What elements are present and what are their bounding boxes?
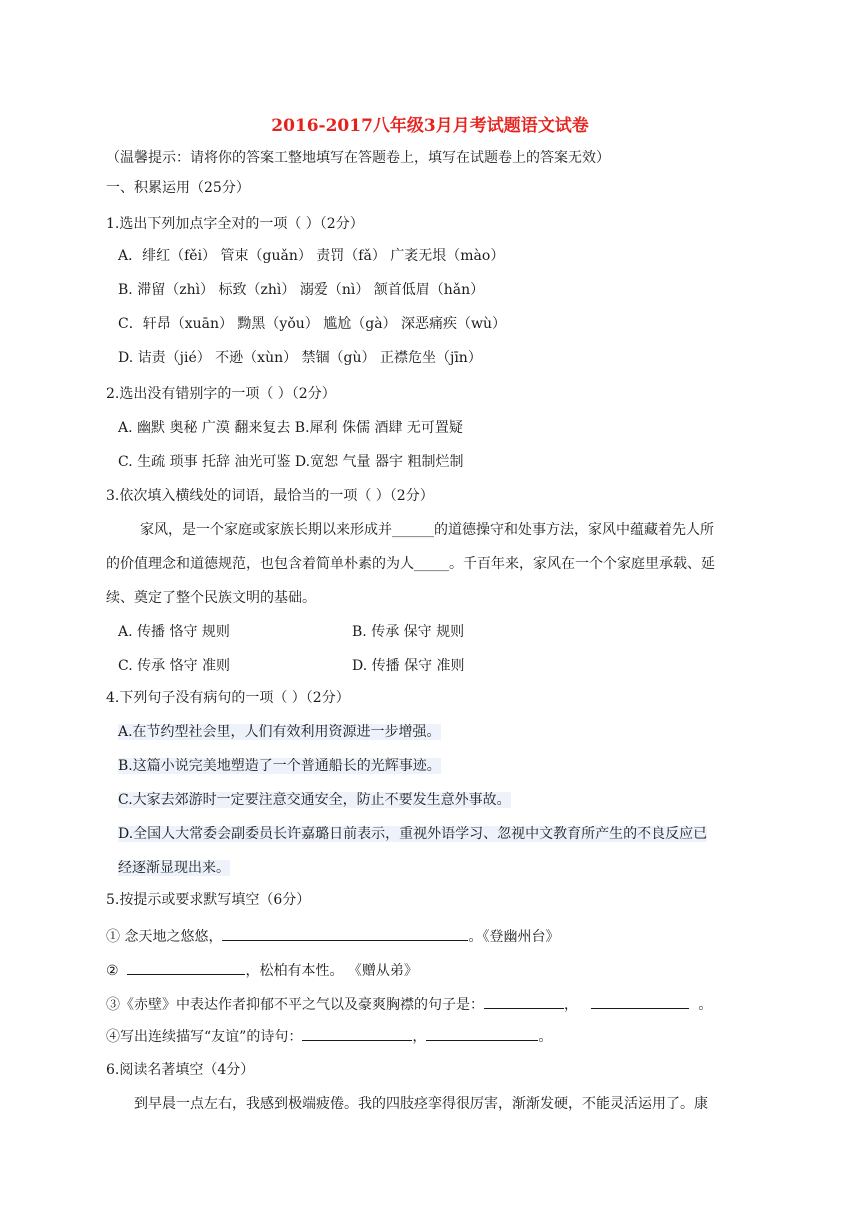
question-1-option-d: D. 诘责（jié） 不逊（xùn） 禁锢（gù） 正襟危坐（jīn） — [118, 350, 482, 366]
question-1-option-b: B. 滞留（zhì） 标致（zhì） 溺爱（nì） 颔首低眉（hǎn） — [118, 282, 485, 298]
question-4-option-a: A.在节约型社会里，人们有效利用资源进一步增强。 — [118, 724, 441, 740]
question-1-option-c: C．轩昂（xuān） 黝黑（yǒu） 尴尬（gà） 深恶痛疾（wù） — [118, 316, 506, 332]
question-5-item-4 — [106, 1026, 552, 1047]
item-3-comma: ， — [564, 997, 578, 1013]
question-5-stem: 5.按提示或要求默写填空（6分） — [106, 892, 311, 908]
question-4-option-c: C.大家去郊游时一定要注意交通安全，防止不要发生意外事故。 — [118, 792, 511, 808]
section-heading: 一、积累运用（25分） — [106, 180, 250, 196]
question-3-option-c: C. 传承 恪守 准则 — [118, 658, 231, 674]
item-3-period: 。 — [698, 997, 713, 1013]
answer-blank[interactable] — [591, 994, 689, 1009]
question-1-option-a: A．绯红（fěi） 管束（guǎn） 责罚（fǎ） 广袤无垠（mào） — [118, 248, 505, 264]
question-3-passage-line-2: 的价值理念和道德规范，也包含着简单朴素的为人_____。千百年来，家风在一个个家庭里承载、延 — [106, 556, 715, 572]
question-2-options-ab: A. 幽默 奥秘 广漠 翻来复去 B.犀利 侏儒 酒肆 无可置疑 — [118, 420, 463, 436]
question-4-option-d-line-2: 经逐渐显现出来。 — [118, 860, 230, 876]
item-4-period: 。 — [538, 1029, 553, 1045]
question-1-stem: 1.选出下列加点字全对的一项（ ）（2分） — [106, 216, 364, 232]
item-4-comma: ， — [412, 1029, 427, 1045]
question-4-option-d-line-1: D.全国人大常委会副委员长许嘉璐日前表示，重视外语学习、忽视中文教育所产生的不良反应已 — [118, 826, 708, 842]
question-4-option-b: B.这篇小说完美地塑造了一个普通船长的光辉事迹。 — [118, 758, 441, 774]
question-5-item-2 — [106, 960, 418, 981]
question-3-option-d: D. 传播 保守 准则 — [352, 658, 465, 674]
question-3-option-a: A. 传播 恪守 规则 — [118, 624, 230, 640]
question-2-stem: 2.选出没有错别字的一项（ ）（2分） — [106, 386, 336, 402]
answer-blank[interactable] — [426, 1026, 538, 1041]
answer-blank[interactable] — [222, 926, 468, 941]
item-2-source: ，松柏有本性。 《赠从弟》 — [245, 963, 418, 979]
item-2-prompt: ② — [106, 963, 119, 979]
answer-blank[interactable] — [484, 994, 564, 1009]
item-1-source: 。《登幽州台》 — [468, 929, 560, 945]
question-4-stem: 4.下列句子没有病句的一项（ ）（2分） — [106, 690, 350, 706]
answer-blank[interactable] — [127, 960, 245, 975]
question-3-passage-line-3: 续、奠定了整个民族文明的基础。 — [106, 590, 316, 606]
question-5-item-3 — [106, 994, 712, 1015]
item-1-prompt: ① 念天地之悠悠， — [106, 929, 223, 945]
question-2-options-cd: C. 生疏 琐事 托辞 油光可鉴 D.宽恕 气量 器宇 粗制烂制 — [118, 454, 464, 470]
question-3-option-b: B. 传承 保守 规则 — [352, 624, 465, 640]
answer-blank[interactable] — [302, 1026, 412, 1041]
question-3-passage-line-1: 家风，是一个家庭或家族长期以来形成并______的道德操守和处事方法，家风中蕴藏着先人所 — [140, 522, 714, 538]
exam-note: （温馨提示：请将你的答案工整地填写在答题卷上，填写在试题卷上的答案无效） — [106, 150, 610, 166]
question-3-stem: 3.依次填入横线处的词语，最恰当的一项（ ）（2分） — [106, 488, 434, 504]
question-6-stem: 6.阅读名著填空（4分） — [106, 1062, 255, 1078]
item-3-prompt: ③《赤壁》中表达作者抑郁不平之气以及豪爽胸襟的句子是： — [106, 997, 484, 1013]
item-4-prompt: ④写出连续描写“友谊”的诗句： — [106, 1029, 303, 1045]
question-6-passage-line-1: 到早晨一点左右，我感到极端疲倦。我的四肢痉挛得很厉害，渐渐发硬，不能灵活运用了。康 — [134, 1096, 708, 1112]
question-5-item-1 — [106, 926, 559, 947]
page-title: 2016-2017八年级3月月考试题语文试卷 — [271, 116, 589, 136]
